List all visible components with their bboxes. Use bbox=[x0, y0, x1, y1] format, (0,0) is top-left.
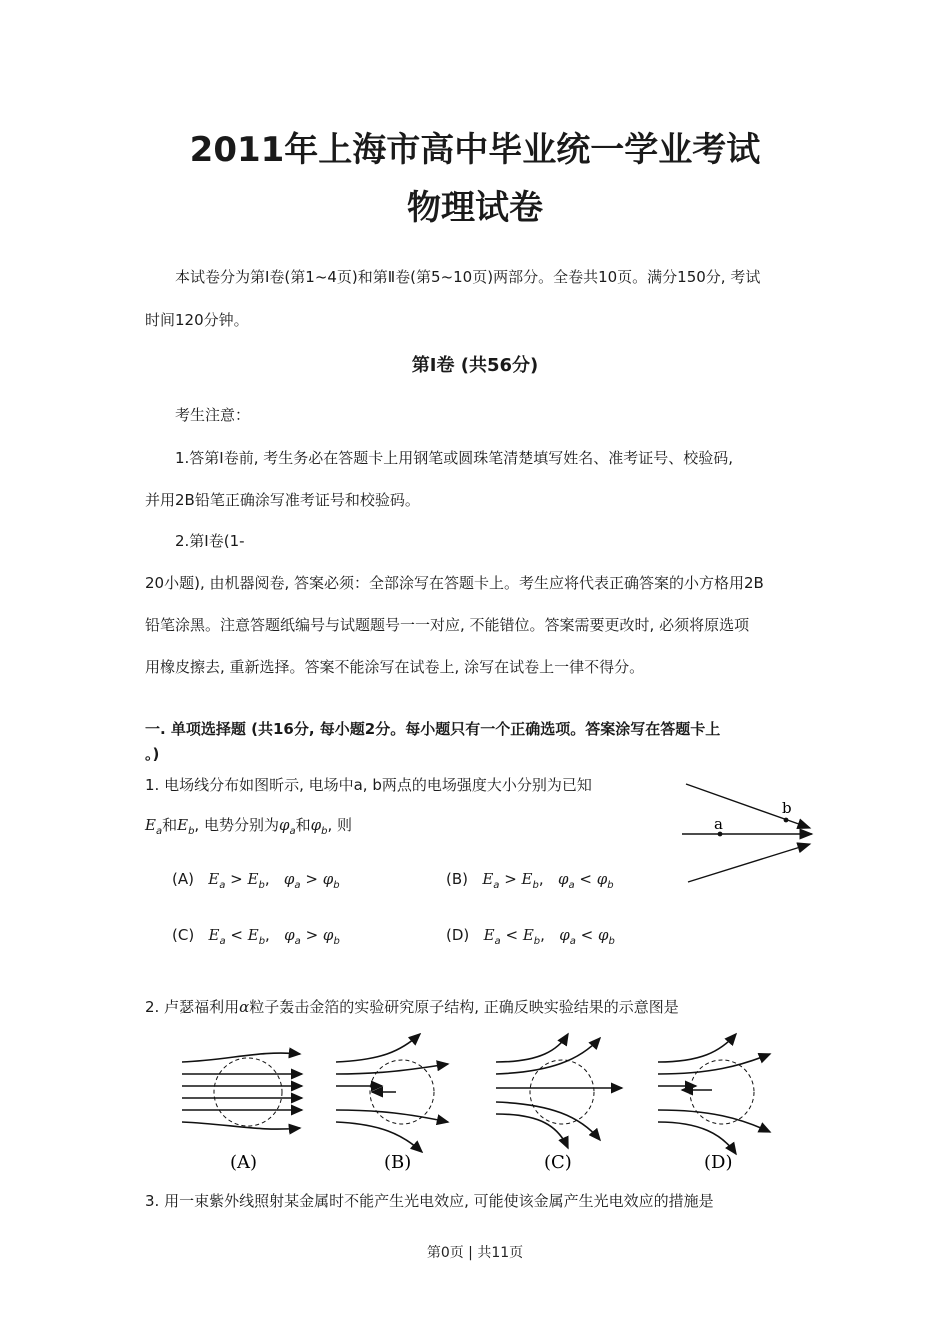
exam-title: 2011年上海市高中毕业统一学业考试 bbox=[189, 130, 761, 170]
intro-line-1: 本试卷分为第Ⅰ卷(第1~4页)和第Ⅱ卷(第5~10页)两部分。全卷共10页。满分150分, 考试 bbox=[175, 268, 761, 286]
exam-subtitle: 物理试卷 bbox=[407, 188, 543, 228]
figure-b-label: (B) bbox=[384, 1152, 412, 1173]
figure-d bbox=[658, 1034, 770, 1173]
notice-item-1-line-2: 并用2B铅笔正确涂写准考证号和校验码。 bbox=[145, 491, 420, 509]
figure-c bbox=[496, 1034, 622, 1173]
point-b-label: b bbox=[782, 799, 792, 817]
field-line-bottom bbox=[688, 844, 810, 882]
figure-b bbox=[336, 1034, 448, 1173]
figure-d-label: (D) bbox=[704, 1152, 733, 1173]
figure-a bbox=[182, 1053, 302, 1173]
q1-stem-line-2: $E_a$和$E_b$, 电势分别为$\varphi_a$和$\varphi_b$, 则 bbox=[145, 816, 353, 837]
nucleus-region bbox=[214, 1058, 282, 1126]
q1-option-b: (B) $E_a > E_b$, $\varphi_a < \varphi_b$ bbox=[446, 870, 614, 891]
notice-item-2-line-4: 用橡皮擦去, 重新选择。答案不能涂写在试卷上, 涂写在试卷上一律不得分。 bbox=[145, 658, 645, 676]
intro-line-2: 时间120分钟。 bbox=[145, 311, 249, 329]
q1-field-diagram bbox=[676, 778, 822, 886]
figure-c-label: (C) bbox=[544, 1152, 572, 1173]
page-footer: 第0页 | 共11页 bbox=[426, 1245, 524, 1261]
q1-option-d: (D) $E_a < E_b$, $\varphi_a < \varphi_b$ bbox=[446, 926, 615, 947]
q1-option-c: (C) $E_a < E_b$, $\varphi_a > \varphi_b$ bbox=[172, 926, 340, 947]
q1-stem-line-1: 1. 电场线分布如图昕示, 电场中a, b两点的电场强度大小分别为已知 bbox=[145, 776, 592, 794]
notice-item-2-line-1: 2.第Ⅰ卷(1- bbox=[175, 532, 245, 550]
part-heading-line-2: 。) bbox=[145, 745, 160, 763]
notice-item-2-line-2: 20小题), 由机器阅卷, 答案必须：全部涂写在答题卡上。考生应将代表正确答案的小方格用2B bbox=[145, 574, 764, 592]
figure-a-label: (A) bbox=[230, 1152, 258, 1173]
part-heading-line-1: 一. 单项选择题 (共16分, 每小题2分。每小题只有一个正确选项。答案涂写在答题卡上 bbox=[145, 720, 721, 738]
section-heading: 第Ⅰ卷 (共56分) bbox=[411, 355, 539, 376]
point-a-label: a bbox=[714, 815, 723, 833]
q2-stem: 2. 卢瑟福利用α粒子轰击金箔的实验研究原子结构, 正确反映实验结果的示意图是 bbox=[145, 998, 679, 1016]
q3-stem: 3. 用一束紫外线照射某金属时不能产生光电效应, 可能使该金属产生光电效应的措施是 bbox=[145, 1192, 714, 1210]
notice-label: 考生注意： bbox=[175, 406, 251, 424]
point-b-dot bbox=[784, 818, 789, 823]
q1-option-a: (A) $E_a > E_b$, $\varphi_a > \varphi_b$ bbox=[172, 870, 340, 891]
notice-item-2-line-3: 铅笔涂黑。注意答题纸编号与试题题号一一对应, 不能错位。答案需要更改时, 必须将原选项 bbox=[145, 616, 750, 634]
notice-item-1-line-1: 1.答第Ⅰ卷前, 考生务必在答题卡上用钢笔或圆珠笔清楚填写姓名、准考证号、校验码, bbox=[175, 449, 734, 467]
q2-scattering-figures bbox=[170, 1030, 790, 1180]
